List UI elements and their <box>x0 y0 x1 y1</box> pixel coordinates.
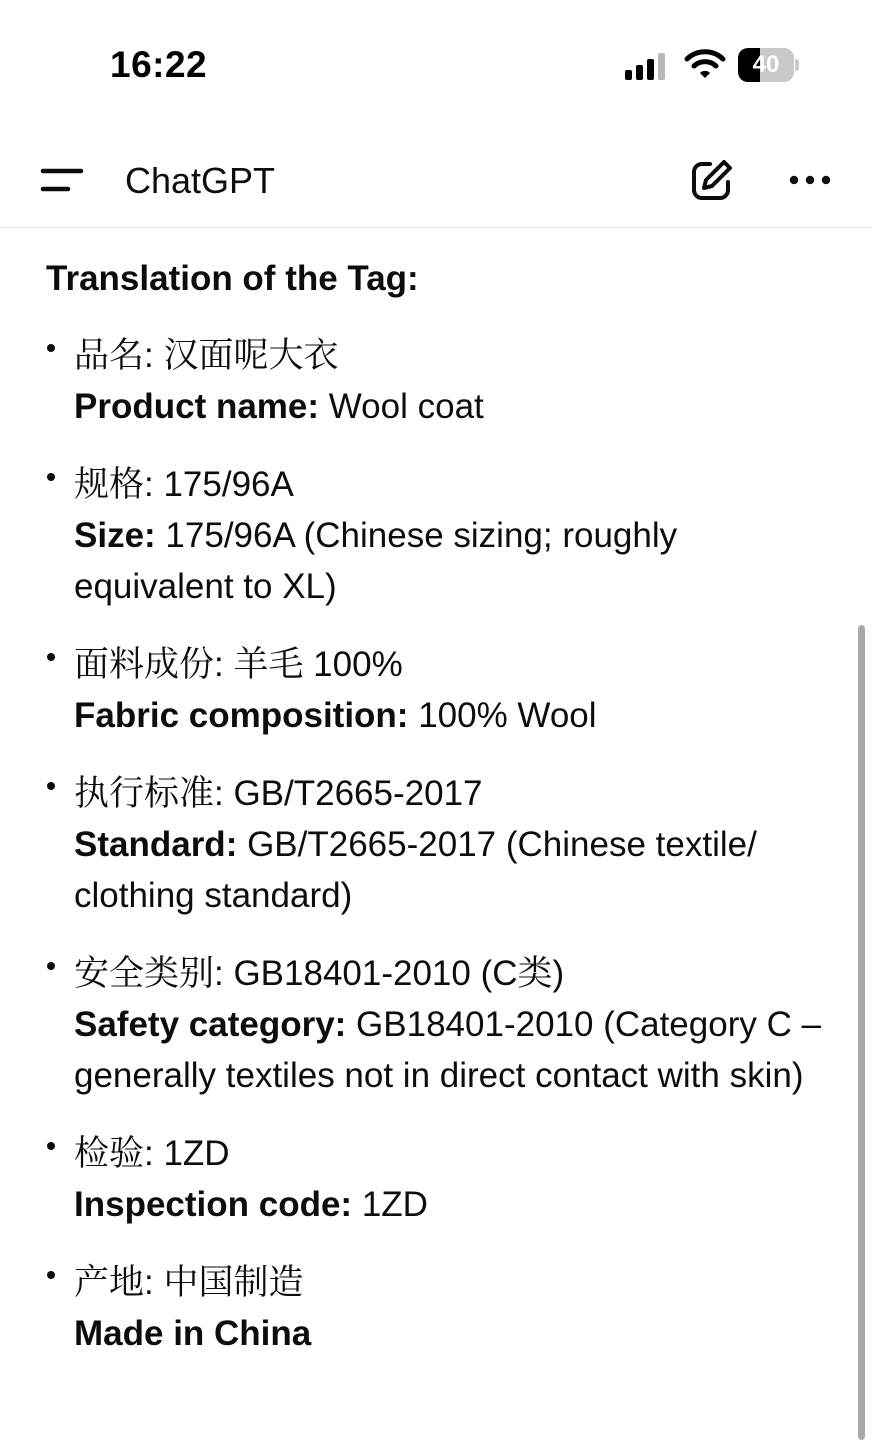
translation-list <box>0 330 872 1386</box>
bullet <box>47 962 55 970</box>
list-item <box>0 459 872 612</box>
translation-text <box>74 381 832 432</box>
field-value: 1ZD <box>352 1185 428 1224</box>
list-item <box>0 948 872 1101</box>
original-text: 执行标准: GB/T2665-2017 <box>74 774 483 813</box>
wifi-icon <box>684 48 726 80</box>
list-item <box>0 639 872 741</box>
list-item <box>0 1257 872 1359</box>
field-value: 175/96A (Chinese sizing; roughly equivalent to XL) <box>74 516 678 606</box>
status-time: 16:22 <box>110 44 208 85</box>
bullet <box>47 782 55 790</box>
list-item <box>0 330 872 432</box>
original-text: 面料成份: 羊毛 100% <box>74 645 403 684</box>
message-content <box>0 229 872 1440</box>
list-item <box>0 1128 872 1230</box>
original-text: 规格: 175/96A <box>74 465 294 504</box>
battery-icon <box>738 48 800 82</box>
message-heading: Translation of the Tag: <box>46 259 419 298</box>
menu-icon[interactable] <box>38 162 86 198</box>
translation-text <box>74 999 832 1101</box>
field-label: Standard: <box>74 825 238 864</box>
battery-cap <box>795 59 799 71</box>
field-label: Made in China <box>74 1314 312 1353</box>
field-label: Size: <box>74 516 156 555</box>
field-value: GB/T2665-2017 (Chinese textile/ clothing standard) <box>74 825 757 915</box>
field-value: GB18401-2010 (Category C – generally textiles not in direct contact with skin) <box>74 1005 822 1095</box>
field-label: Product name: <box>74 387 320 426</box>
signal-icon <box>624 52 668 80</box>
bullet <box>47 1271 55 1279</box>
original-text: 产地: 中国制造 <box>74 1263 304 1302</box>
translation-text <box>74 819 832 921</box>
new-chat-icon[interactable] <box>688 156 736 204</box>
translation-text <box>74 1179 832 1230</box>
translation-text <box>74 1308 832 1359</box>
bullet <box>47 473 55 481</box>
field-label: Fabric composition: <box>74 696 409 735</box>
original-text: 品名: 汉面呢大衣 <box>74 336 339 375</box>
field-label: Inspection code: <box>74 1185 353 1224</box>
original-text: 安全类别: GB18401-2010 (C类) <box>74 954 565 993</box>
translation-text <box>74 690 832 741</box>
nav-bar <box>0 130 872 228</box>
battery-body <box>738 48 794 82</box>
bullet <box>47 344 55 352</box>
field-value: 100% Wool <box>408 696 597 735</box>
bullet <box>47 1142 55 1150</box>
more-icon[interactable] <box>786 166 834 194</box>
battery-level: 40 <box>752 51 780 78</box>
scrollbar-thumb[interactable] <box>858 625 865 1440</box>
translation-text <box>74 510 832 612</box>
field-value: Wool coat <box>319 387 484 426</box>
original-text: 检验: 1ZD <box>74 1134 230 1173</box>
bullet <box>47 653 55 661</box>
status-bar <box>0 0 872 130</box>
field-label: Safety category: <box>74 1005 347 1044</box>
list-item <box>0 768 872 921</box>
scrollbar[interactable] <box>858 625 866 1440</box>
page-title: ChatGPT <box>125 160 276 201</box>
